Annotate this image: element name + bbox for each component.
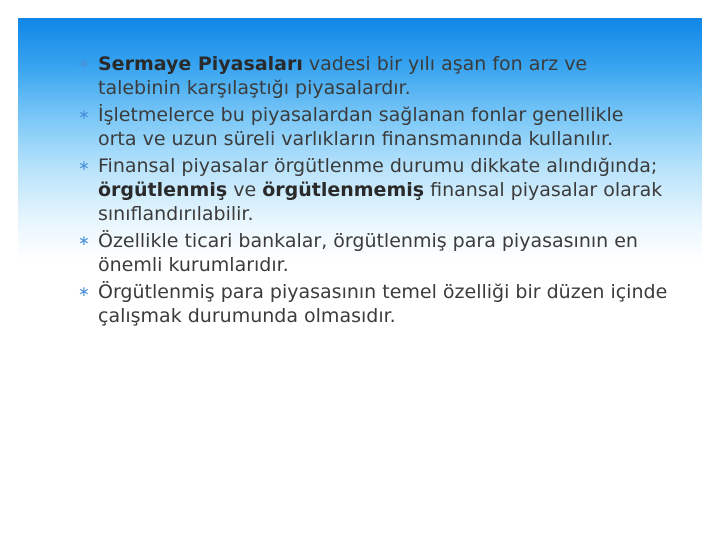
bullet-text-bold: örgütlenmemiş	[262, 179, 425, 201]
bullet-text: İşletmelerce bu piyasalardan sağlanan fonlar genellikle orta ve uzun süreli varlıkların finansmanında kullanılır.	[98, 104, 624, 150]
bullet-text: finansal piyasalar olarak sınıflandırılabilir.	[98, 179, 663, 225]
bullet-text: ve	[227, 179, 263, 201]
bullet-text: Finansal piyasalar örgütlenme durumu dikkate alındığında;	[98, 155, 658, 177]
bullet-icon: ∗	[78, 107, 90, 123]
bullet-icon: ∗	[78, 233, 90, 249]
bullet-text-bold: Sermaye Piyasaları	[98, 53, 303, 75]
bullet-icon: ∗	[78, 56, 90, 72]
bullet-text-bold: örgütlenmiş	[98, 179, 228, 201]
bullet-icon: ∗	[78, 284, 90, 300]
bullet-item	[78, 280, 668, 328]
bullet-item	[78, 229, 668, 277]
bullet-text: Özellikle ticari bankalar, örgütlenmiş para piyasasının en önemli kurumlarıdır.	[98, 230, 638, 276]
bullet-item	[78, 52, 668, 100]
bullet-text: Örgütlenmiş para piyasasının temel özelliği bir düzen içinde çalışmak durumunda olmasıdır.	[98, 281, 668, 327]
bullet-text: vadesi bir yılı aşan fon arz ve talebinin karşılaştığı piyasalardır.	[98, 53, 588, 99]
bullet-item	[78, 103, 668, 151]
bullet-item	[78, 154, 668, 226]
bullet-list	[78, 52, 668, 331]
bullet-icon: ∗	[78, 158, 90, 174]
